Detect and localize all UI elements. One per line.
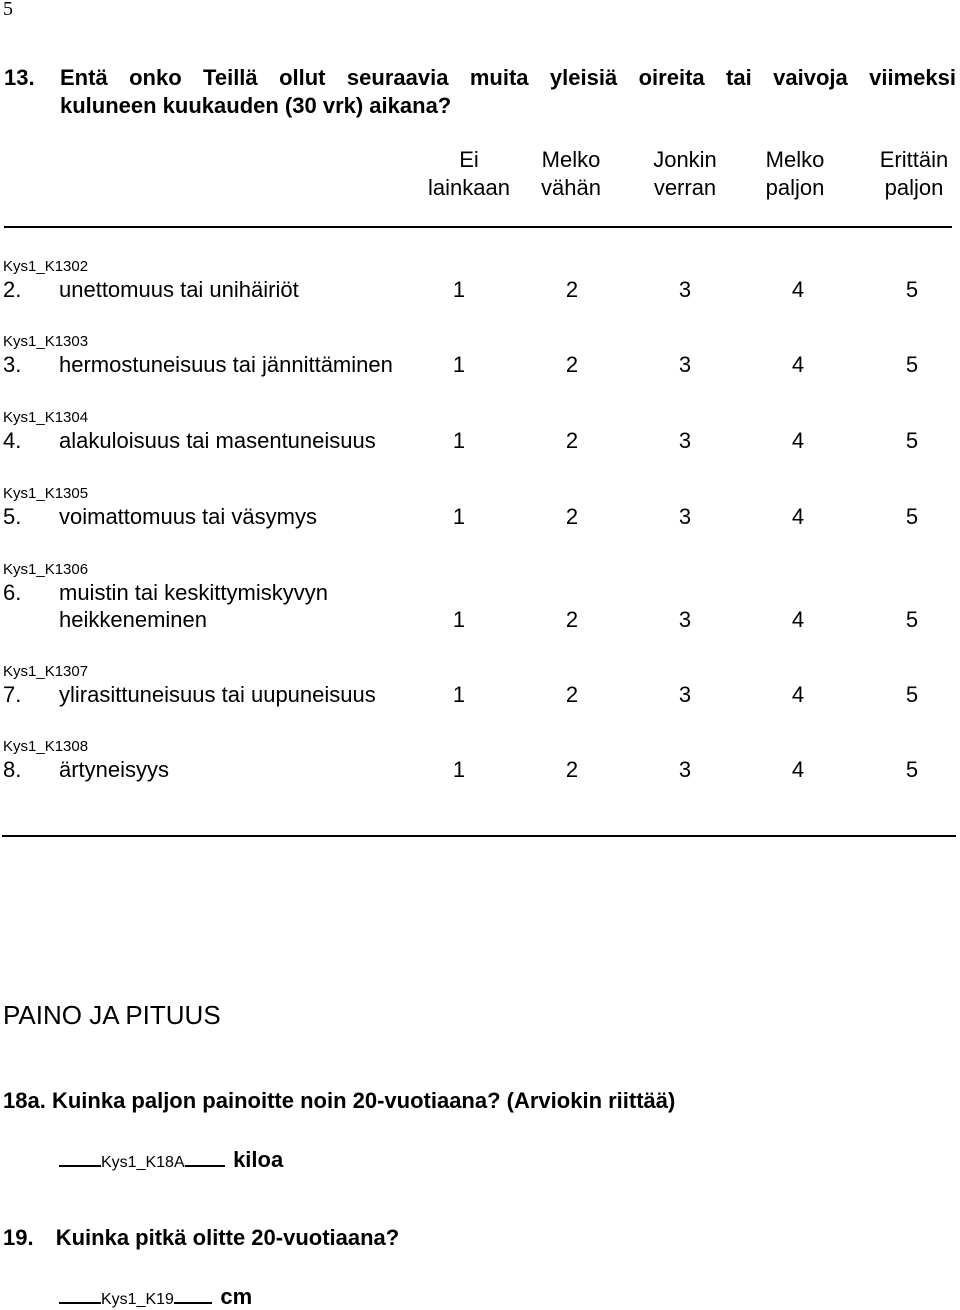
question-13-number: 13.: [4, 65, 35, 90]
item-label-continued: heikkeneminen: [59, 607, 207, 632]
scale-header-2: Melko vähän: [541, 147, 601, 200]
scale-option-4[interactable]: 4: [791, 352, 805, 377]
item-label: unettomuus tai unihäiriöt: [59, 277, 299, 302]
item-number: 4.: [3, 428, 22, 453]
item-number: 8.: [3, 757, 22, 782]
answer-blank-right[interactable]: [185, 1143, 225, 1167]
scale-option-3[interactable]: 3: [678, 682, 692, 707]
scale-option-2[interactable]: 2: [565, 757, 579, 782]
answer-18a-field[interactable]: [59, 1143, 283, 1173]
item-label: voimattomuus tai väsymys: [59, 504, 317, 529]
item-code: Kys1_K1306: [3, 561, 89, 578]
item-number: 6.: [3, 580, 22, 605]
item-label: ärtyneisyys: [59, 757, 170, 782]
scale-header-5: Erittäin paljon: [879, 147, 949, 200]
answer-blank-left[interactable]: [59, 1143, 101, 1167]
scale-option-3[interactable]: 3: [678, 277, 692, 302]
scale-header-3: Jonkin verran: [653, 147, 717, 200]
scale-option-5[interactable]: 5: [905, 428, 919, 453]
scale-option-4[interactable]: 4: [791, 277, 805, 302]
question-19: [3, 1225, 399, 1251]
scale-option-2[interactable]: 2: [565, 607, 579, 632]
item-code: Kys1_K1304: [3, 409, 89, 426]
question-13-text-line1: Entä onko Teillä ollut seuraavia muita yleisiä oireita tai vaivoja viimeksi: [60, 65, 956, 90]
scale-option-4[interactable]: 4: [791, 428, 805, 453]
scale-option-2[interactable]: 2: [565, 504, 579, 529]
scale-option-1[interactable]: 1: [452, 607, 466, 632]
item-number: 7.: [3, 682, 22, 707]
scale-option-4[interactable]: 4: [791, 757, 805, 782]
scale-option-2[interactable]: 2: [565, 352, 579, 377]
scale-option-2[interactable]: 2: [565, 277, 579, 302]
question-18a: [3, 1088, 675, 1114]
item-code: Kys1_K1303: [3, 333, 89, 350]
item-code: Kys1_K1305: [3, 485, 89, 502]
question-18a-number: 18a.: [3, 1088, 46, 1113]
scale-option-1[interactable]: 1: [452, 757, 466, 782]
item-number: 2.: [3, 277, 22, 302]
scale-option-5[interactable]: 5: [905, 757, 919, 782]
scale-header-4: Melko paljon: [765, 147, 825, 200]
scale-option-4[interactable]: 4: [791, 504, 805, 529]
answer-unit: cm: [220, 1284, 253, 1309]
scale-option-2[interactable]: 2: [565, 682, 579, 707]
answer-unit: kiloa: [233, 1147, 284, 1172]
item-code: Kys1_K1308: [3, 738, 89, 755]
answer-blank-right[interactable]: [174, 1280, 212, 1304]
item-label: ylirasittuneisuus tai uupuneisuus: [59, 682, 376, 707]
item-number: 5.: [3, 504, 22, 529]
scale-option-5[interactable]: 5: [905, 277, 919, 302]
scale-option-1[interactable]: 1: [452, 428, 466, 453]
scale-option-4[interactable]: 4: [791, 607, 805, 632]
scale-option-3[interactable]: 3: [678, 607, 692, 632]
scale-option-5[interactable]: 5: [905, 504, 919, 529]
scale-header-1: Ei lainkaan: [428, 147, 510, 200]
scale-option-1[interactable]: 1: [452, 277, 466, 302]
header-divider: [4, 226, 952, 228]
question-18a-text: Kuinka paljon painoitte noin 20-vuotiaana? (Arviokin riittää): [51, 1088, 676, 1113]
item-label: alakuloisuus tai masentuneisuus: [59, 428, 376, 453]
scale-option-5[interactable]: 5: [905, 682, 919, 707]
scale-option-1[interactable]: 1: [452, 682, 466, 707]
question-19-number: 19.: [3, 1225, 34, 1250]
scale-option-3[interactable]: 3: [678, 352, 692, 377]
answer-code: Kys1_K19: [101, 1291, 174, 1308]
section-divider: [2, 835, 956, 837]
question-13-text-line2: kuluneen kuukauden (30 vrk) aikana?: [60, 93, 452, 118]
scale-option-3[interactable]: 3: [678, 504, 692, 529]
scale-option-2[interactable]: 2: [565, 428, 579, 453]
answer-code: Kys1_K18A: [101, 1154, 185, 1171]
answer-blank-left[interactable]: [59, 1280, 101, 1304]
scale-option-1[interactable]: 1: [452, 504, 466, 529]
question-19-text: Kuinka pitkä olitte 20-vuotiaana?: [55, 1225, 400, 1250]
question-13: [4, 64, 956, 120]
scale-option-1[interactable]: 1: [452, 352, 466, 377]
item-code: Kys1_K1302: [3, 258, 89, 275]
scale-option-3[interactable]: 3: [678, 757, 692, 782]
scale-option-5[interactable]: 5: [905, 607, 919, 632]
section-heading: PAINO JA PITUUS: [3, 1000, 221, 1030]
item-number: 3.: [3, 352, 22, 377]
page-number: 5: [3, 0, 13, 20]
item-code: Kys1_K1307: [3, 663, 89, 680]
question-13-line1: [4, 64, 956, 92]
item-label: muistin tai keskittymiskyvyn: [59, 580, 328, 605]
answer-19-field[interactable]: [59, 1280, 252, 1310]
scale-option-4[interactable]: 4: [791, 682, 805, 707]
item-label: hermostuneisuus tai jännittäminen: [59, 352, 393, 377]
scale-option-3[interactable]: 3: [678, 428, 692, 453]
scale-option-5[interactable]: 5: [905, 352, 919, 377]
